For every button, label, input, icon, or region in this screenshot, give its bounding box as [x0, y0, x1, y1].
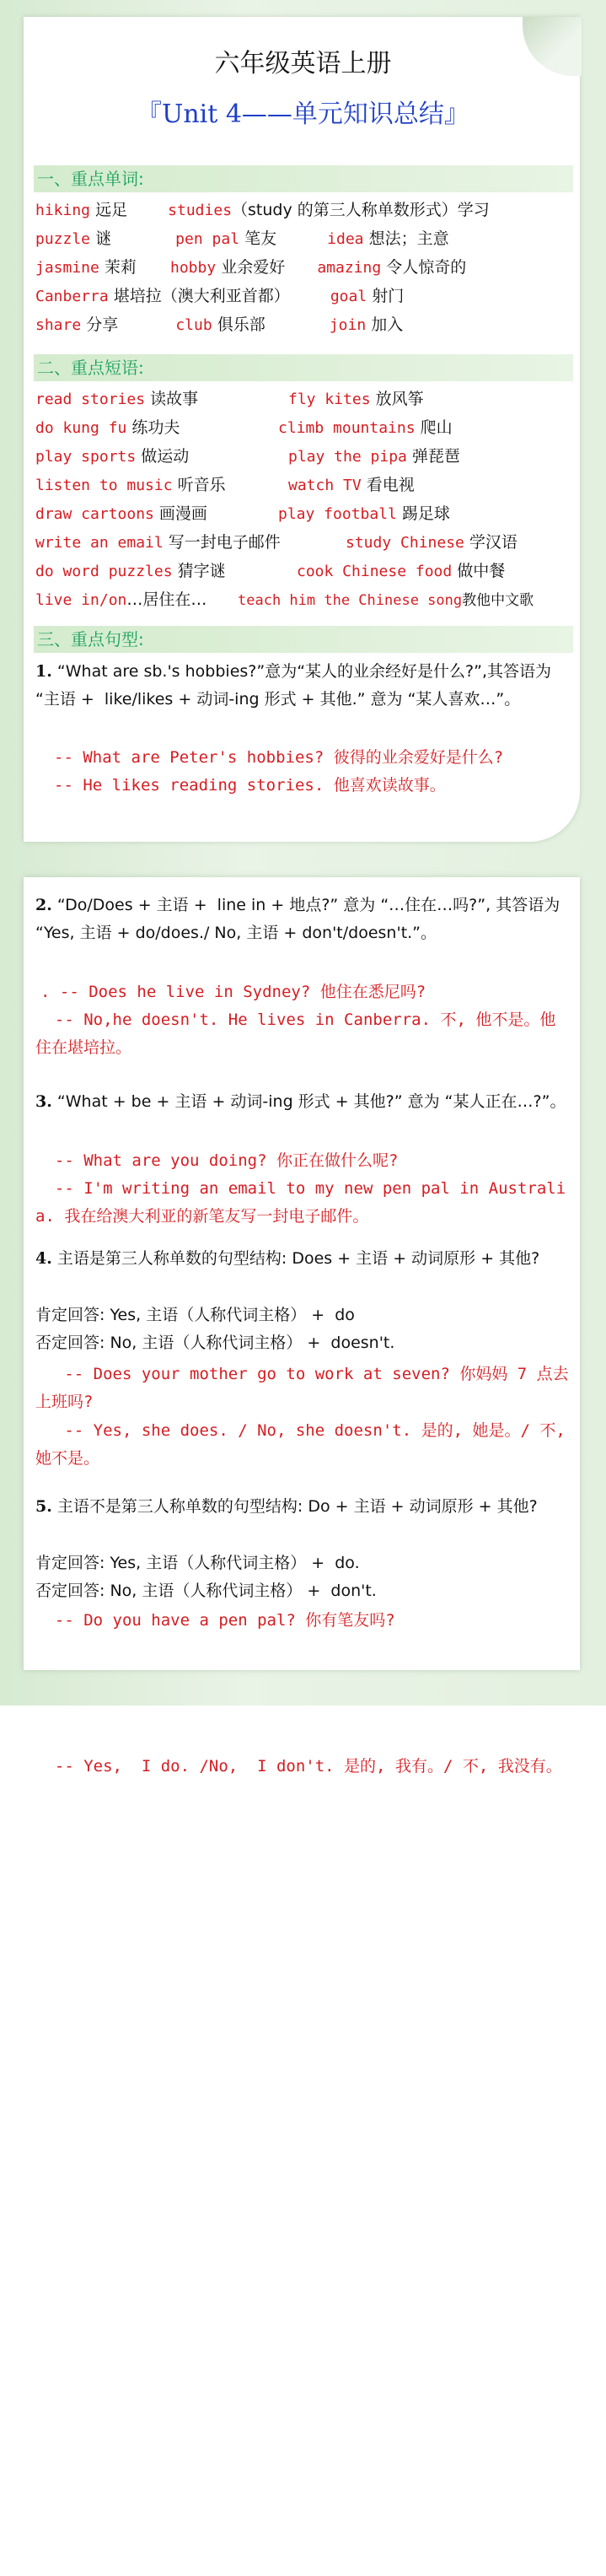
- phrase-en: study Chinese: [346, 534, 464, 552]
- phrase-en: do kung fu: [35, 419, 127, 437]
- answer-text: 否定回答: No, 主语（人称代词主格） + doesn't.: [35, 1334, 395, 1352]
- item-number: 1.: [35, 662, 52, 681]
- example-text: -- What are Peter's hobbies? 彼得的业余爱好是什么?: [54, 748, 504, 767]
- word-row-3: [35, 256, 466, 280]
- word-en: goal: [330, 288, 367, 305]
- sentence-5-negative: [35, 1577, 571, 1605]
- sentence-4-example-1: [35, 1361, 571, 1416]
- answer-text: 肯定回答: Yes, 主语（人称代词主格） + do: [35, 1306, 355, 1324]
- item-number: 3.: [35, 1092, 52, 1111]
- word-cn: 射门: [367, 287, 405, 305]
- word-cn: 俱乐部: [212, 315, 265, 334]
- sentence-4-pattern: [35, 1245, 571, 1273]
- phrase-row-1: [35, 387, 198, 412]
- sentence-text: 主语不是第三人称单数的句型结构: Do + 主语 + 动词原形 + 其他?: [56, 1497, 538, 1516]
- word-cn: 令人惊奇的: [381, 258, 467, 277]
- sentence-3-example-1: [35, 1147, 571, 1175]
- sentence-5-example-1: [35, 1607, 571, 1635]
- word-cn: 谜: [90, 229, 112, 248]
- phrase-cn: 读故事: [145, 390, 199, 408]
- example-text: -- Yes, she does. / No, she doesn't. 是的, 她是。/ 不, 她不是。: [35, 1421, 576, 1468]
- example-text: -- Do you have a pen pal? 你有笔友吗?: [35, 1611, 395, 1630]
- sentence-3-example-2: [35, 1175, 571, 1231]
- phrase-cn: 踢足球: [396, 504, 450, 523]
- answer-text: 否定回答: No, 主语（人称代词主格） + don't.: [35, 1582, 377, 1600]
- word-cn: 加入: [366, 315, 404, 334]
- sentence-text: 主语是第三人称单数的句型结构: Does + 主语 + 动词原形 + 其他?: [56, 1249, 540, 1268]
- example-text: -- What are you doing? 你正在做什么呢?: [35, 1151, 399, 1170]
- sentence-2-example-1: [40, 978, 571, 1006]
- example-text: . -- Does he live in Sydney? 他住在悉尼吗?: [40, 983, 426, 1001]
- section-heading-phrases: 二、重点短语:: [34, 354, 573, 381]
- phrase-row-4: [35, 473, 226, 498]
- phrase-cn: 教他中文歌: [462, 592, 534, 609]
- phrase-cn: 猜字谜: [172, 562, 226, 580]
- word-en: jasmine: [35, 259, 99, 277]
- phrase-row-2-right: [278, 416, 453, 440]
- phrase-cn: 练功夫: [126, 418, 180, 437]
- phrase-en: read stories: [35, 391, 146, 408]
- phrase-cn: 爬山: [415, 418, 453, 437]
- word-en: studies: [168, 202, 233, 219]
- phrase-en: watch TV: [288, 477, 362, 494]
- phrase-row-8-right: [238, 588, 534, 612]
- item-number: 5.: [35, 1497, 52, 1516]
- phrase-row-6: [35, 531, 281, 555]
- phrase-cn: 放风筝: [370, 390, 424, 408]
- word-en: hobby: [170, 259, 217, 277]
- sentence-5-positive: [35, 1549, 571, 1577]
- phrase-row-3: [35, 445, 189, 469]
- unit-title: 『Unit 4——单元知识总结』: [137, 100, 469, 129]
- sentence-1-example-1: [54, 744, 568, 772]
- sentence-text: “What + be + 主语 + 动词-ing 形式 + 其他?” 意为 “某人正在…?”。: [56, 1092, 566, 1111]
- sentence-text: “Do/Does + 主语 + line in + 地点?” 意为 “…住在…吗?”, 其答语为 “Yes, 主语 + do/does./ No, 主语 + don't/doesn't.”。: [35, 896, 566, 942]
- word-row-1: [35, 198, 490, 223]
- phrase-en: climb mountains: [278, 419, 416, 437]
- sentence-2-example-2: [35, 1006, 571, 1062]
- example-text: -- He likes reading stories. 他喜欢读故事。: [54, 776, 446, 795]
- phrase-row-7-right: [297, 559, 505, 584]
- phrase-row-6-right: [346, 531, 518, 555]
- phrase-row-5: [35, 502, 207, 526]
- sentence-4-example-2: [35, 1417, 576, 1473]
- word-cn: 茉莉: [99, 258, 137, 277]
- word-en: join: [329, 316, 367, 334]
- word-row-2: [35, 227, 449, 251]
- phrase-row-4-right: [288, 473, 415, 498]
- sentence-5-example-2: [35, 1753, 571, 1781]
- word-en: hiking: [35, 202, 91, 219]
- phrase-en: play sports: [35, 448, 137, 466]
- phrase-cn: 看电视: [361, 476, 415, 494]
- word-cn: 业余爱好: [216, 258, 286, 277]
- phrase-cn: 画漫画: [153, 504, 207, 523]
- word-row-4: [35, 284, 404, 309]
- sentence-3-pattern: [35, 1088, 571, 1116]
- sentence-4-positive: [35, 1301, 571, 1329]
- word-cn: 笔友: [239, 229, 277, 248]
- word-en: pen pal: [175, 230, 240, 248]
- phrase-en: live in/on: [35, 591, 127, 609]
- phrase-row-7: [35, 559, 226, 584]
- example-text: -- Does your mother go to work at seven? 你妈妈 7 点去上班吗?: [35, 1365, 569, 1411]
- phrase-cn: 做运动: [136, 447, 190, 466]
- word-en: Canberra: [35, 288, 109, 305]
- example-text: -- No,he doesn't. He lives in Canberra. 不, 他不是。他住在堪培拉。: [35, 1010, 556, 1057]
- phrase-row-8: [35, 588, 206, 612]
- phrase-row-2: [35, 416, 180, 440]
- phrase-en: listen to music: [35, 477, 173, 494]
- phrase-en: write an email: [35, 534, 164, 552]
- sentence-2-pattern: [35, 892, 571, 947]
- phrase-en: fly kites: [288, 391, 371, 408]
- phrase-en: do word puzzles: [35, 563, 173, 580]
- phrase-cn: 做中餐: [452, 562, 506, 580]
- sentence-1-pattern: [35, 658, 571, 714]
- phrase-en: teach him the Chinese song: [238, 592, 463, 609]
- phrase-cn: 写一封电子邮件: [163, 533, 281, 552]
- sentence-text: “What are sb.'s hobbies?”意为“某人的业余经好是什么?”,其答语为 “主语 + like/likes + 动词-ing 形式 + 其他.” 意为 “某人喜欢…”。: [35, 662, 557, 709]
- phrase-en: play football: [278, 505, 397, 523]
- sentence-4-negative: [35, 1329, 571, 1357]
- phrase-cn: 听音乐: [172, 476, 226, 494]
- page-title: 六年级英语上册: [214, 49, 392, 78]
- phrase-row-5-right: [278, 502, 450, 526]
- word-en: idea: [327, 230, 364, 248]
- phrase-row-3-right: [288, 445, 460, 469]
- item-number: 2.: [35, 896, 52, 914]
- word-en: amazing: [317, 259, 382, 277]
- word-en: puzzle: [35, 230, 91, 248]
- word-en: club: [175, 316, 212, 334]
- word-cn: 远足: [90, 201, 128, 219]
- answer-text: 肯定回答: Yes, 主语（人称代词主格） + do.: [35, 1554, 360, 1572]
- sentence-5-pattern: [35, 1493, 571, 1521]
- phrase-en: draw cartoons: [35, 505, 154, 523]
- phrase-cn: …居住在…: [126, 590, 207, 609]
- word-cn: （study 的第三人称单数形式）学习: [232, 201, 490, 219]
- phrase-cn: 弹琵琶: [406, 447, 460, 466]
- word-cn: 堪培拉（澳大利亚首都）: [108, 287, 290, 305]
- example-text: -- Yes, I do. /No, I don't. 是的, 我有。/ 不, 我没有。: [35, 1757, 562, 1776]
- phrase-en: cook Chinese food: [297, 563, 453, 580]
- phrase-row-1-right: [288, 387, 424, 412]
- phrase-cn: 学汉语: [464, 533, 518, 552]
- section-heading-sentences: 三、重点句型:: [34, 626, 573, 653]
- word-en: share: [35, 316, 82, 334]
- word-cn: 想法；主意: [363, 229, 449, 248]
- word-row-5: [35, 313, 403, 337]
- word-cn: 分享: [81, 315, 119, 334]
- phrase-en: play the pipa: [288, 448, 407, 466]
- sentence-1-example-2: [54, 772, 568, 800]
- example-text: -- I'm writing an email to my new pen pal in Australia. 我在给澳大利亚的新笔友写一封电子邮件。: [35, 1179, 566, 1226]
- item-number: 4.: [35, 1249, 52, 1268]
- section-heading-words: 一、重点单词:: [34, 165, 573, 192]
